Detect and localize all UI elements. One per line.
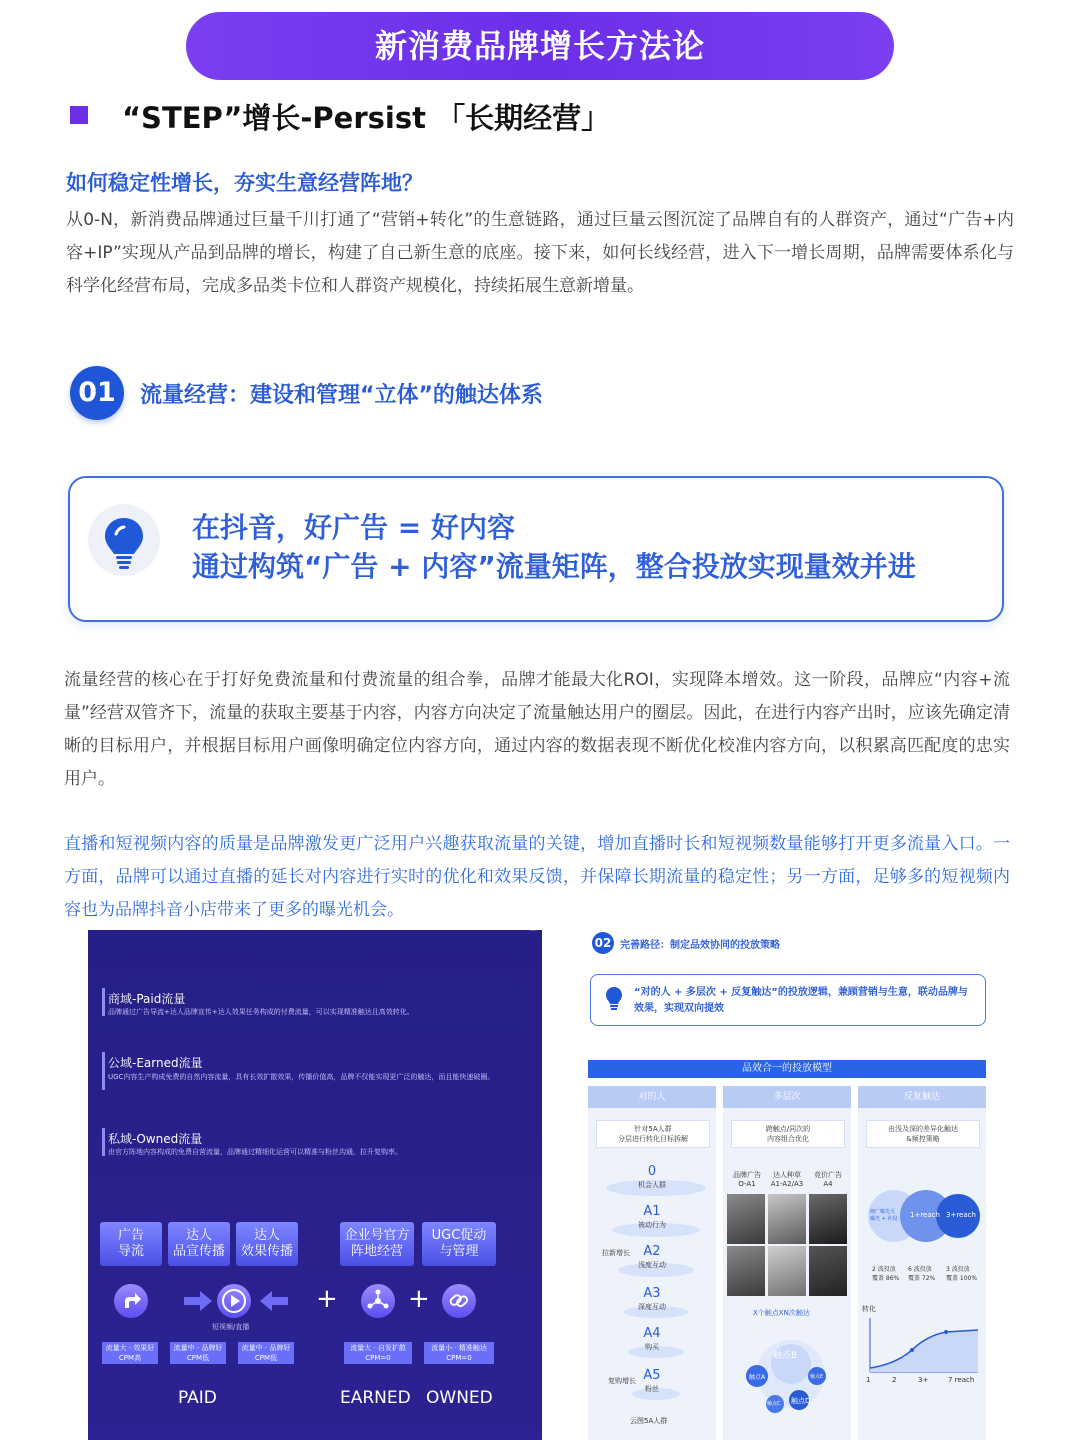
ad-type-brand: 品牌广告 O-A1 bbox=[733, 1171, 761, 1188]
reach-stat-1: 2 波投放 覆盖 86% bbox=[872, 1266, 900, 1282]
plus-icon: + bbox=[408, 1284, 430, 1314]
funnel-stage-a2-label: 浅度互动 bbox=[638, 1261, 666, 1269]
video-live-label: 短视频/直播 bbox=[212, 1323, 250, 1331]
paid-desc: 品牌通过广告导流+达人品牌宣传+达人效果任务构成的付费流量，可以实现精准触达且高效转化。 bbox=[108, 1008, 414, 1016]
reach-stat-3: 3 波投放 覆盖 100% bbox=[946, 1266, 978, 1282]
footer-owned: OWNED bbox=[426, 1388, 493, 1408]
pull-new-growth-label: 拉新增长 bbox=[602, 1249, 630, 1257]
funnel-stage-0: 0 bbox=[647, 1164, 657, 1179]
tile-metric-ad: 流量大 · 效果好 CPM高 bbox=[102, 1342, 158, 1364]
reach-circle-1: 硬广曝光大 曝光 + 补投 bbox=[870, 1209, 898, 1222]
ad-type-kol: 达人种草 A1-A2/A3 bbox=[770, 1171, 804, 1188]
tile-metric-ugc: 流量小 · 精准触达 CPM=0 bbox=[424, 1342, 494, 1364]
section-title: 流量经营：建设和管理“立体”的触达体系 bbox=[140, 383, 543, 408]
column-header: 反复触达 bbox=[858, 1086, 986, 1108]
strategy-callout-text: “对的人 + 多层次 + 反复触达”的投放逻辑，兼顾营销与生意，联动品牌与效果，实现双向提效 bbox=[634, 987, 968, 1014]
funnel-stage-a1: A1 bbox=[643, 1204, 661, 1219]
column-sub: 由浅及深的差异化触达 &频控策略 bbox=[866, 1120, 980, 1148]
model-title-bar: 品效合一的投放模型 bbox=[588, 1060, 986, 1078]
x-tick-2: 2 bbox=[892, 1376, 897, 1384]
tile-metric-kol-brand: 流量中 · 品牌好 CPM低 bbox=[170, 1342, 226, 1364]
column-sub: 跨触点/同次的 内容组合优化 bbox=[731, 1120, 845, 1148]
ad-type-bid: 竞价广告 A4 bbox=[814, 1171, 842, 1188]
lightbulb-icon bbox=[604, 986, 624, 1012]
tile-official-account: 企业号官方 阵地经营 bbox=[340, 1222, 414, 1266]
x-tick-1: 1 bbox=[866, 1376, 871, 1384]
reach-stat-2: 6 波投放 覆盖 72% bbox=[908, 1266, 936, 1282]
conversion-axis-label: 转化 bbox=[862, 1305, 876, 1313]
owned-desc: 由官方阵地内容构成的免费自营流量，品牌通过精细化运营可以精准与粉丝沟通，拉升复购率。 bbox=[108, 1148, 402, 1156]
reach-circle-2: 1+reach bbox=[910, 1211, 940, 1219]
funnel-stage-a1-label: 被动行为 bbox=[638, 1221, 666, 1229]
ad-photo-1 bbox=[727, 1194, 765, 1244]
funnel-stage-a4: A4 bbox=[643, 1326, 661, 1341]
touch-point-c: 触点C bbox=[767, 1401, 781, 1407]
ad-photo-3 bbox=[809, 1194, 847, 1244]
footer-earned: EARNED bbox=[340, 1388, 411, 1408]
owned-marker bbox=[102, 1128, 105, 1156]
earned-marker bbox=[102, 1052, 105, 1090]
funnel-stage-0-label: 机会人群 bbox=[638, 1181, 666, 1189]
touch-point-a: 触点A bbox=[749, 1374, 766, 1381]
play-icon bbox=[217, 1284, 251, 1318]
column-repeat-reach bbox=[858, 1086, 986, 1440]
earned-title: 公域-Earned流量 bbox=[108, 1056, 203, 1070]
owned-title: 私域-Owned流量 bbox=[108, 1132, 203, 1146]
link-icon bbox=[442, 1284, 476, 1318]
x-tick-4: 7 reach bbox=[948, 1376, 975, 1384]
plus-icon: + bbox=[316, 1284, 338, 1314]
callout-line-1: 在抖音，好广告 = 好内容 bbox=[192, 511, 515, 544]
paid-marker bbox=[102, 988, 105, 1016]
intro-paragraph: 从0-N，新消费品牌通过巨量千川打通了“营销+转化”的生意链路，通过巨量云图沉淀了品牌自有的人群资产，通过“广告+内容+IP”实现从产品到品牌的增长，构建了自己新生意的底座。接下来，如何长线经营，进入下一增长周期，品牌需要体系化与科学化经营布局，完成多品类卡位和人群资产规模化，持续拓展生意新增量。 bbox=[66, 210, 1014, 296]
funnel-stage-a4-label: 购买 bbox=[645, 1343, 659, 1351]
tile-metric-official: 流量大 · 自发扩散 CPM=0 bbox=[344, 1342, 412, 1364]
funnel-footer-label: 云图5A人群 bbox=[630, 1417, 668, 1425]
tile-metric-kol-effect: 流量中 · 品牌好 CPM低 bbox=[238, 1342, 294, 1364]
footer-paid: PAID bbox=[178, 1388, 217, 1408]
paragraph-live-video: 直播和短视频内容的质量是品牌激发更广泛用户兴趣获取流量的关键，增加直播时长和短视频数量能够打开更多流量入口。一方面，品牌可以通过直播的延长对内容进行实时的优化和效果反馈，并保障长期流量的稳定性；另一方面，足够多的短视频内容也为品牌抖音小店带来了更多的曝光机会。 bbox=[64, 834, 1010, 920]
lightbulb-icon bbox=[88, 504, 160, 576]
column-header: 对的人 bbox=[588, 1086, 716, 1108]
funnel-stage-a5-label: 粉丝 bbox=[645, 1385, 659, 1393]
ad-photo-5 bbox=[768, 1246, 806, 1296]
arrow-right-icon bbox=[182, 1288, 216, 1314]
network-icon bbox=[361, 1284, 395, 1318]
touch-point-d: 触点D bbox=[791, 1397, 811, 1405]
touch-point-e: 触点E bbox=[810, 1374, 824, 1380]
page-banner-title: 新消费品牌增长方法论 bbox=[186, 12, 894, 80]
tile-kol-brand: 达人 品宣传播 bbox=[168, 1222, 230, 1266]
column-multi-level bbox=[723, 1086, 851, 1440]
funnel-stage-a3: A3 bbox=[643, 1286, 661, 1301]
traffic-matrix-panel bbox=[88, 930, 542, 1440]
column-header: 多层次 bbox=[723, 1086, 851, 1108]
strategy-title: 完善路径：制定品效协同的投放策略 bbox=[620, 940, 780, 951]
section-number-badge: 01 bbox=[70, 366, 124, 420]
ad-photo-6 bbox=[809, 1246, 847, 1296]
paid-title: 商域-Paid流量 bbox=[108, 992, 186, 1006]
column-right-people bbox=[588, 1086, 716, 1440]
ad-photo-4 bbox=[727, 1246, 765, 1296]
bullet-square bbox=[70, 106, 88, 124]
funnel-stage-a5: A5 bbox=[643, 1368, 661, 1383]
callout-line-2: 通过构筑“广告 + 内容”流量矩阵，整合投放实现量效并进 bbox=[192, 550, 916, 583]
step-title: “STEP”增长-Persist 「长期经营」 bbox=[122, 101, 611, 135]
question-heading: 如何稳定性增长，夯实生意经营阵地？ bbox=[66, 171, 423, 195]
section-number-badge-02: 02 bbox=[592, 932, 614, 954]
tile-ugc: UGC促动 与管理 bbox=[422, 1222, 496, 1266]
conversion-curve bbox=[866, 1314, 982, 1376]
column-sub: 针对5A人群 分层进行转化目标拆解 bbox=[596, 1120, 710, 1148]
funnel-stage-a3-label: 深度互动 bbox=[638, 1303, 666, 1311]
arrow-left-icon bbox=[256, 1288, 290, 1314]
tile-kol-effect: 达人 效果传播 bbox=[236, 1222, 298, 1266]
touch-point-b: 触点B bbox=[773, 1351, 798, 1361]
decorative-arc bbox=[488, 930, 542, 950]
rebuy-growth-label: 复购增长 bbox=[608, 1377, 636, 1385]
touch-points-label: X个触点XN次触达 bbox=[753, 1309, 810, 1317]
reach-circle-3: 3+reach bbox=[946, 1211, 976, 1219]
share-arrow-icon bbox=[114, 1284, 148, 1318]
ad-photo-2 bbox=[768, 1194, 806, 1244]
earned-desc: UGC内容生产构成免费的自然内容流量，具有长效扩散效果，传播价值高，品牌不仅能实现更广泛的触达，而且能快速破圈。 bbox=[108, 1073, 495, 1081]
funnel-stage-a2: A2 bbox=[643, 1244, 661, 1259]
tile-ad-traffic: 广告 导流 bbox=[100, 1222, 162, 1266]
x-tick-3: 3+ bbox=[918, 1376, 929, 1384]
paragraph-traffic-core: 流量经营的核心在于打好免费流量和付费流量的组合拳，品牌才能最大化ROI，实现降本增效。这一阶段，品牌应“内容+流量”经营双管齐下，流量的获取主要基于内容，内容方向决定了流量触达用户的圈层。因此，在进行内容产出时，应该先确定清晰的目标用户，并根据目标用户画像明确定位内容方向，通过内容的数据表现不断优化校准内容方向，以积累高匹配度的忠实用户。 bbox=[64, 670, 1010, 789]
